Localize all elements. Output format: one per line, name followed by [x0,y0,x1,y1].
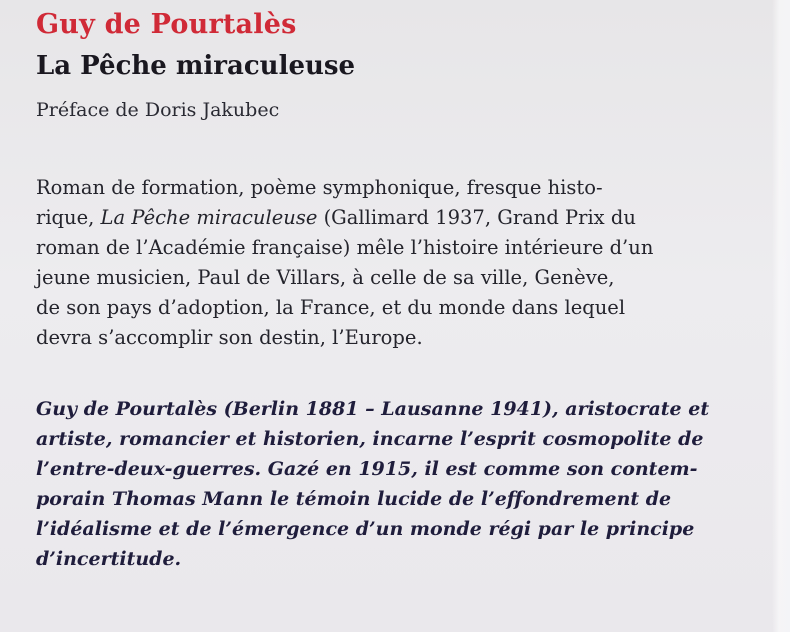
book-summary [36,173,756,353]
bio-line: d’incertitude. [36,548,182,570]
book-title: La Pêche miraculeuse [36,51,356,81]
bio-line: Guy de Pourtalès (Berlin 1881 – Lausanne 1941), aristocrate et [36,398,710,420]
page-edge-highlight [772,0,790,632]
summary-book-title-italic: La Pêche miraculeuse [100,206,318,229]
summary-text: jeune musicien, Paul de Villars, à celle de sa ville, Genève, [36,266,615,289]
summary-line [36,323,756,353]
summary-line [36,203,756,233]
summary-text: rique, [36,206,101,229]
summary-line [36,263,756,293]
summary-line [36,293,756,323]
summary-text: roman de l’Académie française) mêle l’histoire intérieure d’un [36,236,654,259]
summary-text: de son pays d’adoption, la France, et du monde dans lequel [36,296,626,319]
summary-text: (Gallimard 1937, Grand Prix du [317,206,636,229]
bio-line: l’idéalisme et de l’émergence d’un monde régi par le principe [36,518,695,540]
bio-line: porain Thomas Mann le témoin lucide de l’effondrement de [36,488,672,510]
bio-line: l’entre-deux-guerres. Gazé en 1915, il est comme son contem- [36,458,698,480]
author-biography [36,394,756,574]
summary-line [36,233,756,263]
bio-line: artiste, romancier et historien, incarne l’esprit cosmopolite de [36,428,704,450]
summary-text: Roman de formation, poème symphonique, fresque histo- [36,176,603,199]
summary-text: devra s’accomplir son destin, l’Europe. [36,326,423,349]
summary-line [36,173,756,203]
author-name: Guy de Pourtalès [36,9,297,40]
preface-credit: Préface de Doris Jakubec [36,99,280,121]
